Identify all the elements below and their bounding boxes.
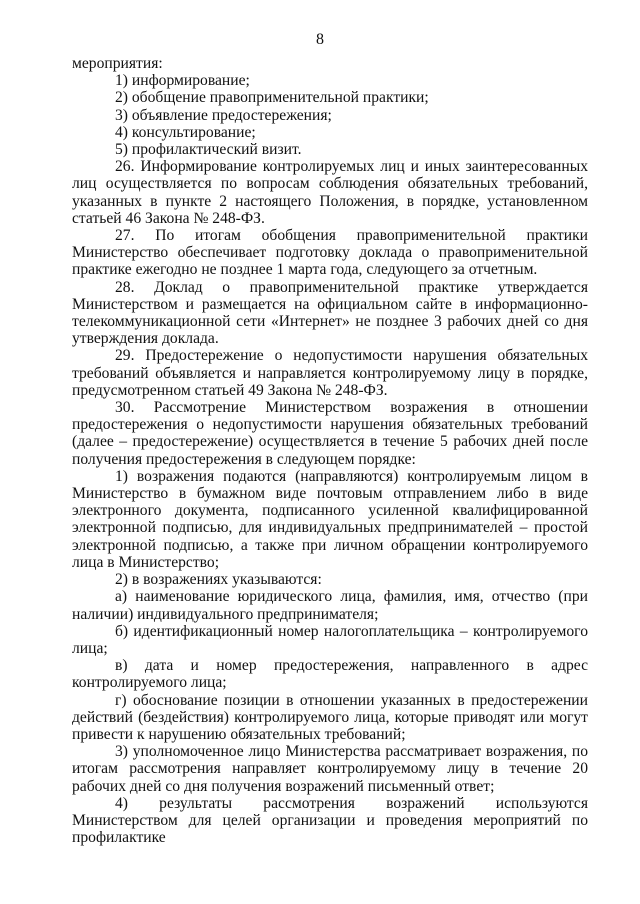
document-body [72, 55, 588, 846]
paragraph: 1) информирование; [115, 72, 250, 90]
page-number: 8 [316, 31, 324, 48]
paragraph: 27. По итогам обобщения правоприменительной практики Министерство обеспечивает подготовку доклада о правоприменительной практике ежегодно не позднее 1 марта года, следующего за отчетным. [72, 227, 588, 279]
paragraph: 29. Предостережение о недопустимости нарушения обязательных требований объявляется и направляется контролируемому лицу в порядке, предусмотренном статьей 49 Закона № 248-ФЗ. [72, 347, 588, 399]
paragraph: 30. Рассмотрение Министерством возражения в отношении предостережения о недопустимости нарушения обязательных требований (далее – предостережение) осуществляется в течение 5 рабочих дней после получения предостережения в следующем порядке: [72, 399, 588, 468]
paragraph: 5) профилактический визит. [115, 141, 302, 159]
paragraph: 4) консультирование; [115, 123, 256, 141]
paragraph: 1) возражения подаются (направляются) контролируемым лицом в Министерство в бумажном виде почтовым отправлением либо в виде электронного документа, подписанного усиленной квалифицированной электронной подписью, для индивидуальных предпринимателей – простой электронной подписью, а также при личном обращении контролируемого лица в Министерство; [72, 467, 588, 571]
paragraph: 26. Информирование контролируемых лиц и иных заинтересованных лиц осуществляется по вопросам соблюдения обязательных требований, указанных в пункте 2 настоящего Положения, в порядке, установленном статьей 46 Закона № 248-ФЗ. [72, 158, 588, 227]
paragraph: 28. Доклад о правоприменительной практике утверждается Министерством и размещается на официальном сайте в информационно-телекоммуникационной сети «Интернет» не позднее 3 рабочих дней со дня утверждения доклада. [72, 278, 588, 348]
paragraph: 3) уполномоченное лицо Министерства рассматривает возражения, по итогам рассмотрения направляет контролируемому лицу в течение 20 рабочих дней со дня получения возражений письменный ответ; [72, 743, 588, 795]
paragraph: 3) объявление предостережения; [115, 106, 332, 124]
paragraph: 2) обобщение правоприменительной практики; [115, 89, 429, 107]
paragraph: а) наименование юридического лица, фамилия, имя, отчество (при наличии) индивидуального предпринимателя; [72, 588, 588, 623]
paragraph: мероприятия: [72, 55, 163, 72]
paragraph: г) обоснование позиции в отношении указанных в предостережении действий (бездействия) контролируемого лица, которые приводят или могут привести к нарушению обязательных требований; [72, 691, 588, 743]
paragraph: 2) в возражениях указываются: [115, 571, 322, 589]
paragraph: в) дата и номер предостережения, направленного в адрес контролируемого лица; [72, 657, 588, 692]
paragraph: б) идентификационный номер налогоплательщика – контролируемого лица; [72, 622, 588, 657]
paragraph: 4) результаты рассмотрения возражений используются Министерством для целей организации и проведения мероприятий по профилактике [72, 794, 588, 847]
